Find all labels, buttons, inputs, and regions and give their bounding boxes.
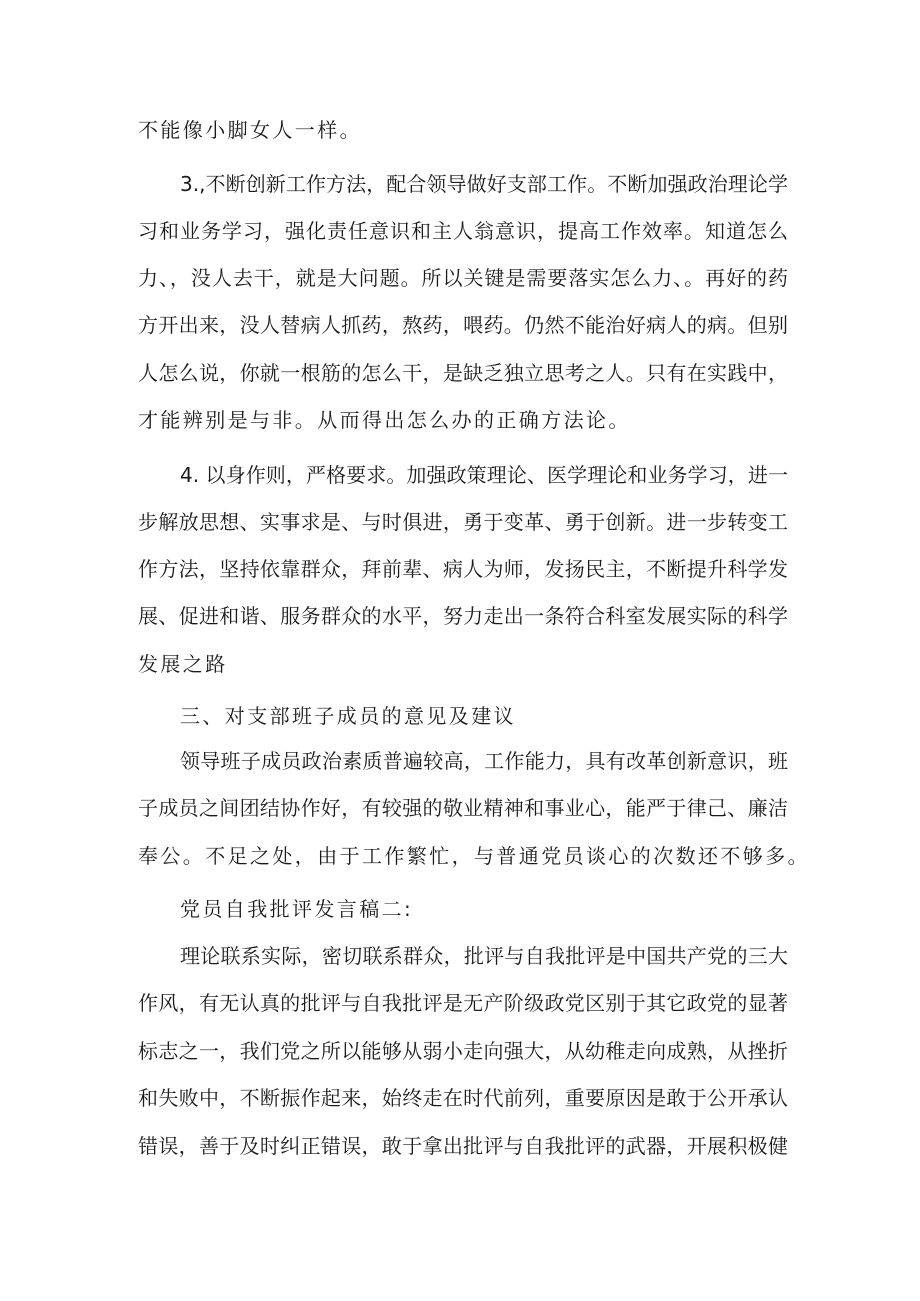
- section-heading: 三、对支部班子成员的意见及建议: [180, 704, 516, 728]
- text-line: 作风，有无认真的批评与自我批评是无产阶级政党区别于其它政党的显著: [138, 991, 788, 1015]
- text-line: 错误，善于及时纠正错误，敢于拿出批评与自我批评的武器，开展积极健: [138, 1134, 788, 1158]
- text-line: 人怎么说，你就一根筋的怎么干，是缺乏独立思考之人。只有在实践中，: [138, 361, 788, 385]
- text-line: 步解放思想、实事求是、与时俱进，勇于变革、勇于创新。进一步转变工: [138, 510, 788, 534]
- text-line: 习和业务学习，强化责任意识和主人翁意识，提高工作效率。知道怎么: [138, 219, 788, 243]
- text-line: 不能像小脚女人一样。: [138, 118, 362, 142]
- text-line: 子成员之间团结协作好，有较强的敬业精神和事业心，能严于律己、廉洁: [138, 796, 788, 820]
- text-line: 发展之路: [138, 652, 228, 676]
- text-line: 力、，没人去干，就是大问题。所以关键是需要落实怎么力、。再好的药: [138, 266, 788, 290]
- text-line: 理论联系实际，密切联系群众，批评与自我批评是中国共产党的三大: [180, 944, 788, 968]
- text-line: 方开出来，没人替病人抓药，熬药，喂药。仍然不能治好病人的病。但别: [138, 313, 788, 337]
- section-heading: 党员自我批评发言稿二:: [180, 897, 414, 921]
- text-line: 领导班子成员政治素质普遍较高，工作能力，具有改革创新意识，班: [180, 749, 788, 773]
- text-line: 展、促进和谐、服务群众的水平，努力走出一条符合科室发展实际的科学: [138, 604, 788, 628]
- text-line: 3.,不断创新工作方法，配合领导做好支部工作。不断加强政治理论学: [180, 172, 788, 196]
- text-line: 作方法，坚持依靠群众，拜前辈、病人为师，发扬民主，不断提升科学发: [138, 557, 788, 581]
- text-line: 才能辨别是与非。从而得出怎么办的正确方法论。: [138, 408, 631, 432]
- text-line: 奉公。不足之处，由于工作繁忙，与普通党员谈心的次数还不够多。: [138, 844, 810, 868]
- text-line: 标志之一，我们党之所以能够从弱小走向强大，从幼稚走向成熟，从挫折: [138, 1039, 788, 1063]
- text-line: 和失败中，不断振作起来，始终走在时代前列，重要原因是敢于公开承认: [138, 1086, 788, 1110]
- text-line: 4. 以身作则，严格要求。加强政策理论、医学理论和业务学习，进一: [180, 463, 788, 487]
